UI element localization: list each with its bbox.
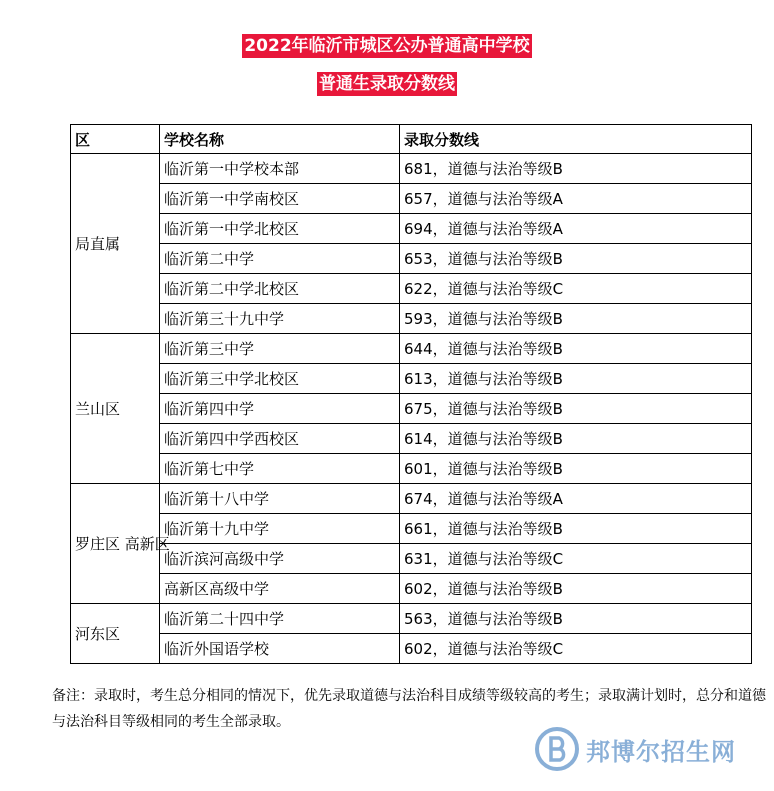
school-name: 临沂第三中学北校区 bbox=[160, 364, 400, 394]
school-name: 临沂第十八中学 bbox=[160, 484, 400, 514]
page-subtitle: 普通生录取分数线 bbox=[319, 74, 455, 94]
school-name: 临沂第一中学南校区 bbox=[160, 184, 400, 214]
score-value: 644，道德与法治等级B bbox=[400, 334, 752, 364]
school-name: 临沂第二中学北校区 bbox=[160, 274, 400, 304]
watermark-text: 邦博尔招生网 bbox=[586, 737, 736, 766]
score-value: 614，道德与法治等级B bbox=[400, 424, 752, 454]
school-name: 临沂滨河高级中学 bbox=[160, 544, 400, 574]
table-row bbox=[71, 154, 752, 184]
table-row bbox=[71, 544, 752, 574]
header-score: 录取分数线 bbox=[400, 125, 752, 154]
header-district: 区 bbox=[71, 125, 160, 154]
district-cell: 兰山区 bbox=[71, 334, 160, 484]
school-name: 临沂第七中学 bbox=[160, 454, 400, 484]
table-row bbox=[71, 574, 752, 604]
table-row bbox=[71, 274, 752, 304]
school-name: 高新区高级中学 bbox=[160, 574, 400, 604]
score-value: 593，道德与法治等级B bbox=[400, 304, 752, 334]
score-value: 622，道德与法治等级C bbox=[400, 274, 752, 304]
score-value: 601，道德与法治等级B bbox=[400, 454, 752, 484]
score-value: 674，道德与法治等级A bbox=[400, 484, 752, 514]
score-value: 694，道德与法治等级A bbox=[400, 214, 752, 244]
header-school: 学校名称 bbox=[160, 125, 400, 154]
school-name: 临沂第四中学 bbox=[160, 394, 400, 424]
school-name: 临沂外国语学校 bbox=[160, 634, 400, 664]
score-value: 602，道德与法治等级C bbox=[400, 634, 752, 664]
page-title: 2022年临沂市城区公办普通高中学校 bbox=[244, 36, 530, 56]
score-value: 681，道德与法治等级B bbox=[400, 154, 752, 184]
table-row bbox=[71, 214, 752, 244]
school-name: 临沂第三十九中学 bbox=[160, 304, 400, 334]
school-name: 临沂第二中学 bbox=[160, 244, 400, 274]
school-name: 临沂第二十四中学 bbox=[160, 604, 400, 634]
school-name: 临沂第一中学北校区 bbox=[160, 214, 400, 244]
table-row bbox=[71, 304, 752, 334]
b-logo-icon bbox=[534, 726, 580, 772]
school-name: 临沂第十九中学 bbox=[160, 514, 400, 544]
table-row bbox=[71, 334, 752, 364]
title-line-2-wrap bbox=[0, 72, 774, 96]
score-value: 563，道德与法治等级B bbox=[400, 604, 752, 634]
table-row bbox=[71, 394, 752, 424]
footnote: 备注：录取时，考生总分相同的情况下，优先录取道德与法治科目成绩等级较高的考生；录取满计划时，总分和道德与法治科目等级相同的考生全部录取。 bbox=[52, 688, 766, 730]
table-row bbox=[71, 514, 752, 544]
table-row bbox=[71, 454, 752, 484]
score-value: 602，道德与法治等级B bbox=[400, 574, 752, 604]
table-row bbox=[71, 364, 752, 394]
school-name: 临沂第一中学校本部 bbox=[160, 154, 400, 184]
table-row bbox=[71, 604, 752, 634]
score-value: 661，道德与法治等级B bbox=[400, 514, 752, 544]
table-header-row bbox=[71, 125, 752, 154]
table-row bbox=[71, 484, 752, 514]
school-name: 临沂第四中学西校区 bbox=[160, 424, 400, 454]
score-value: 631，道德与法治等级C bbox=[400, 544, 752, 574]
school-name: 临沂第三中学 bbox=[160, 334, 400, 364]
district-cell: 罗庄区 高新区 bbox=[71, 484, 160, 604]
table-row bbox=[71, 424, 752, 454]
score-value: 675，道德与法治等级B bbox=[400, 394, 752, 424]
table-row bbox=[71, 184, 752, 214]
table-row bbox=[71, 634, 752, 664]
score-value: 657，道德与法治等级A bbox=[400, 184, 752, 214]
score-value: 653，道德与法治等级B bbox=[400, 244, 752, 274]
district-cell: 局直属 bbox=[71, 154, 160, 334]
site-watermark bbox=[534, 724, 766, 774]
admission-score-table bbox=[70, 124, 752, 664]
table-row bbox=[71, 244, 752, 274]
title-line-1-wrap bbox=[0, 34, 774, 58]
district-cell: 河东区 bbox=[71, 604, 160, 664]
score-value: 613，道德与法治等级B bbox=[400, 364, 752, 394]
